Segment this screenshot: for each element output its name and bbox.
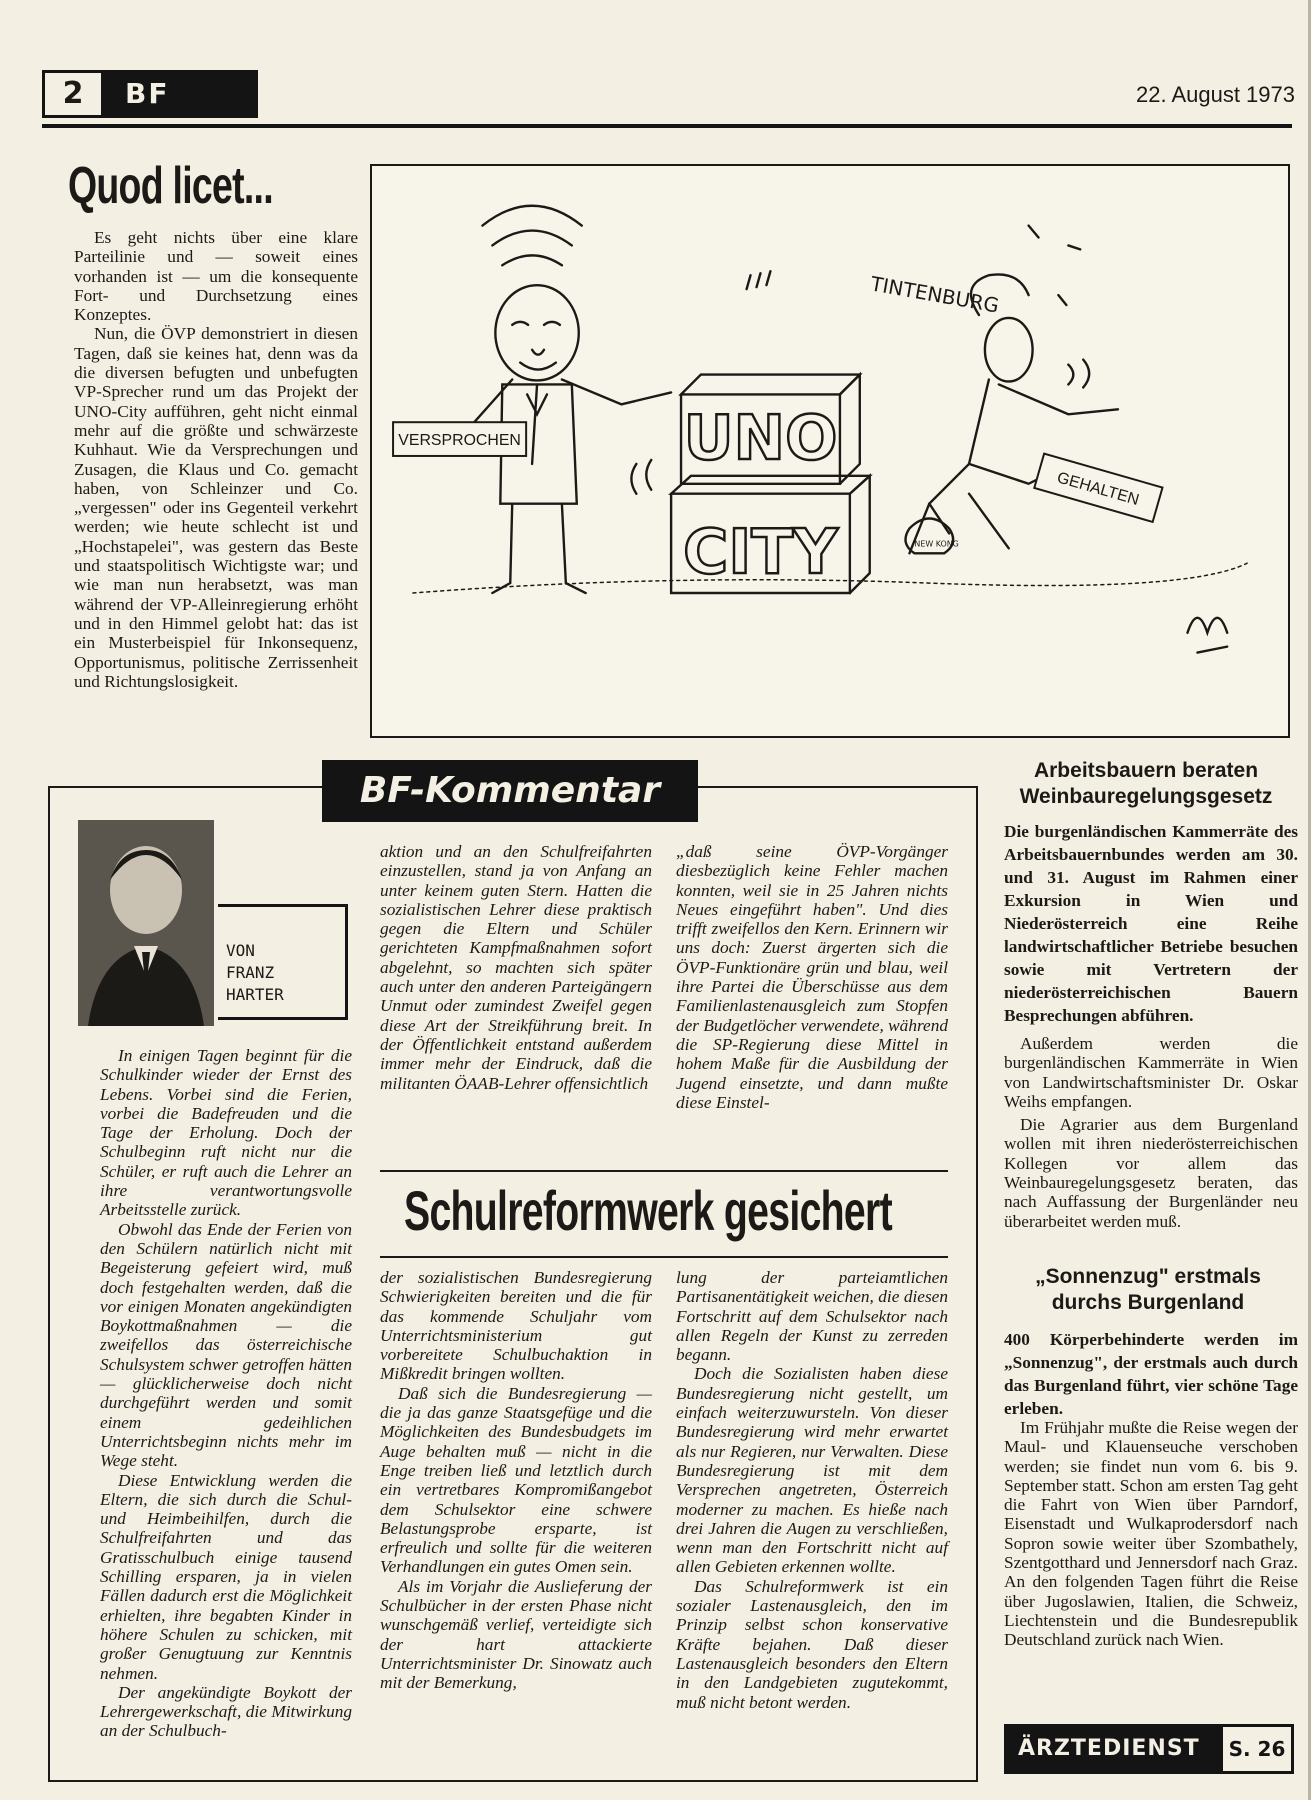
kommentar-tag: BF-Kommentar (322, 760, 698, 822)
noise-text: TINTENBURG (868, 272, 1001, 318)
artist-signature (1187, 618, 1227, 653)
paragraph: der sozialistischen Bundesregierung Schwierigkeiten bereiten und die für das kommende Schuljahr vom Unterrichtsministerium gut vorbereitete Schulbuchaktion in Mißkredit bringen wollten. (380, 1268, 652, 1384)
headline-line: „Sonnenzug" erstmals (1035, 1265, 1261, 1288)
paragraph: In einigen Tagen beginnt für die Schulkinder wieder der Ernst des Lebens. Vorbei sind die Ferien, vorbei die Badefreuden und die Tage der Erholung. Doch der Schulbeginn ruft nicht nur die Schüler, er ruft auch die Lehrer an ihre verantwortungsvolle Arbeitsstelle zurück. (100, 1046, 352, 1220)
aerztedienst-box (1004, 1724, 1294, 1774)
headline-rule-top (380, 1170, 948, 1172)
paragraph: Im Frühjahr mußte die Reise wegen der Maul- und Klauenseuche verschoben werden; sie findet nun vom 6. bis 9. September statt. Schon am ersten Tag geht die Fahrt von Wien über Parndorf, Eisenstadt und Wulkaprodersdorf nach Sopron sowie weiter über Szombathely, Szentgotthard und Jennersdorf nach Graz. An den folgenden Tagen führt die Reise über Jugoslawien, Italien, die Schweiz, Liechtenstein und die Bundesrepublik Deutschland zurück nach Wien. (1004, 1418, 1298, 1650)
article-arbeitsbauern-body (1004, 1034, 1298, 1235)
quod-licet-body (74, 228, 358, 691)
paragraph: Das Schulreformwerk ist ein sozialer Lastenausgleich, den im Prinzip selbst schon konservative Kräfte bejahen. Daß dieser Lastenausgleich besonders den Eltern in den Landgebieten zugutekommt, muß nicht betont werden. (676, 1576, 948, 1712)
page-number: 2 (45, 73, 104, 115)
author-photo (78, 820, 214, 1026)
kommentar-column-3-bottom (676, 1268, 948, 1712)
headline-line: durchs Burgenland (1051, 1291, 1245, 1314)
sign-gehalten-text: GEHALTEN (1055, 469, 1141, 509)
sign-versprochen (393, 422, 526, 456)
article-sonnenzug-lead: 400 Körperbehinderte werden im „Sonnenzug", der erstmals auch durch das Burgenland führt, vier schöne Tage erleben. (1004, 1330, 1298, 1418)
issue-date: 22. August 1973 (1135, 82, 1295, 107)
paragraph: lung der parteiamtlichen Partisanentätigkeit weichen, die diesen Fortschritt auf dem Schulsektor nach allen Regeln der Kunst zu zerreden begann. (676, 1268, 948, 1365)
sign-gehalten (1034, 454, 1162, 522)
quod-licet-title: Quod licet... (68, 157, 273, 215)
kommentar-column-1 (100, 1046, 352, 1741)
byline-line: HARTER (226, 985, 284, 1004)
paragraph: Nun, die ÖVP demonstriert in diesen Tagen, daß sie keines hat, denn was da die diversen befugten und unbefugten VP-Sprecher rund um das Projekt der UNO-City aufführen, geht nicht einmal mehr auf die größte und schwärzeste Kuhhaut. Wie da Versprechungen und Zusagen, die Klaus und Co. gemacht haben, von Schleinzer und Co. „vergessen" oder ins Gegenteil verkehrt werden; wie heute schlecht ist und „Hochstapelei", was gestern das Beste und staatspolitisch Wichtigste war; und wie man nun herabsetzt, was man während der VP-Alleinregierung erhöht und in den Himmel gelobt hat: das ist ein Musterbeispiel für Inkonsequenz, Opportunismus, politische Zerrissenheit und Richtungslosigkeit. (74, 324, 358, 691)
kommentar-column-2-top (380, 842, 652, 1093)
article-arbeitsbauern-headline (996, 758, 1296, 810)
headline-line: Arbeitsbauern beraten (1033, 759, 1259, 782)
block-text-uno: UNO (683, 401, 838, 474)
byline (226, 940, 284, 1006)
aerztedienst-page-ref: S. 26 (1220, 1724, 1294, 1774)
paragraph: Obwohl das Ende der Ferien von den Schülern natürlich nicht mit Begeisterung gefeiert wird, muß doch festgehalten werden, daß die vor einigen Monaten angekündigten Boykottmaßnahmen — die zweifellos das österreichische Schulsystem schwer getroffen hätten — glücklicherweise doch nicht durchgeführt werden und somit einem gedeihlichen Unterrichtsbeginn nichts mehr im Wege steht. (100, 1219, 352, 1471)
kommentar-column-3-top (676, 842, 948, 1112)
paragraph: Die Agrarier aus dem Burgenland wollen mit ihren niederösterreichischen Kollegen vor allem das Weinbauregelungsgesetz beraten, das nach Auffassung der Burgenländer neu überarbeitet werden muß. (1004, 1115, 1298, 1231)
paragraph: Diese Entwicklung werden die Eltern, die sich durch die Schul- und Heimbeihilfen, durch die Schulfreifahrten und das Gratisschulbuch einige tausend Schilling ersparen, ja in vielen Fällen dadurch erst die Möglichkeit erhielten, ihre begabten Kinder in höhere Schulen zu schicken, mit großer Genugtuung zur Kenntnis nehmen. (100, 1470, 352, 1683)
page-header-box (42, 70, 258, 118)
paragraph: Doch die Sozialisten haben diese Bundesregierung nicht gestellt, um einfach weiterzuwursteln. Von dieser Bundesregierung wird mehr erwartet als nur Regieren, nur Verwalten. Diese Bundesregierung ist mit dem Versprechen angetreten, Österreich moderner zu machen. Es hieße nach drei Jahren die Augen zu verschließen, wenn man den Fortschritt nicht auf allen Gebieten erkennen wollte. (676, 1364, 948, 1577)
paragraph: Als im Vorjahr die Auslieferung der Schulbücher in der ersten Phase nicht wunschgemäß verlief, verteidigte sich der hart attackierte Unterrichtsminister Dr. Sinowatz auch mit der Bemerkung, (380, 1576, 652, 1693)
headline-rule-bottom (380, 1256, 948, 1258)
dog-label: NEW KONG (914, 539, 959, 549)
sign-versprochen-text: VERSPROCHEN (398, 432, 521, 450)
header-rule (42, 124, 1292, 128)
section-name: BF (125, 77, 170, 110)
paragraph: aktion und an den Schulfreifahrten einzustellen, stand ja von Anfang an unter keinem guten Stern. Hatten die sozialistischen Lehrer diese praktisch gegen die Eltern und Schüler gerichteten Kampfmaßnahmen sofort abgelehnt, so machten sich später auch unter den anderen Parteigängern Unmut oder zumindest Zweifel gegen diese Art der Streikführung breit. In der Öffentlichkeit entstand außerdem immer mehr der Eindruck, daß die militanten ÖAAB-Lehrer offensichtlich (380, 842, 652, 1093)
article-arbeitsbauern-lead: Die burgenländischen Kammerräte des Arbeitsbauernbundes werden am 30. und 31. August im Rahmen einer Exkursion in Wien und Niederösterreich eine Reihe landwirtschaftlicher Betriebe besuchen sowie mit Vertretern der niederösterreichischen Bauern Besprechungen abführen. (1004, 822, 1298, 1025)
paragraph: Daß sich die Bundesregierung — die ja das ganze Staatsgefüge und die Möglichkeiten des Bundesbudgets im Auge behalten muß — nicht in die Enge treiben ließ und letztlich durch ein vertretbares Kompromißangebot dem Schulsektor eine schwere Belastungsprobe ersparte, ist erfreulich und sollte für die weiteren Verhandlungen ein gutes Omen sein. (380, 1383, 652, 1577)
political-cartoon (370, 164, 1290, 738)
aerztedienst-label: ÄRZTEDIENST (1018, 1736, 1200, 1761)
paragraph: Es geht nichts über eine klare Parteilinie und — soweit eines vorhanden ist — um die konsequente Fort- und Durchsetzung eines Konzeptes. (74, 228, 358, 325)
block-text-city: CITY (683, 516, 838, 589)
paragraph: Der angekündigte Boykott der Lehrergewerkschaft, die Mitwirkung an der Schulbuch- (100, 1682, 352, 1741)
headline-line: Weinbauregelungsgesetz (1019, 785, 1273, 808)
cartoon-woman-figure (909, 226, 1118, 554)
kommentar-column-2-bottom (380, 1268, 652, 1693)
paragraph: Außerdem werden die burgenländischen Kammerräte in Wien von Landwirtschaftsminister Dr. Oskar Weihs empfangen. (1004, 1034, 1298, 1111)
cartoon-drawing (372, 166, 1288, 736)
byline-line: FRANZ (226, 963, 275, 982)
article-sonnenzug-body (1004, 1418, 1298, 1654)
paragraph: „daß seine ÖVP-Vorgänger diesbezüglich keine Fehler machen konnten, weil sie in 25 Jahren nichts Neues eingeführt haben". Und dies trifft zweifellos den Kern. Erinnern wir uns doch: Zuerst ärgerten sich die ÖVP-Funktionäre grün und blau, weil ihre Partei die Überschüsse aus dem Familienlastenausgleich zum Stopfen der Budgetlöcher verwendete, während die SP-Regierung diese Mittel in hohem Maße für die Ausbildung der Jugend einsetzte, und dann mußte diese Einstel- (676, 842, 948, 1112)
byline-line: VON (226, 941, 255, 960)
author-portrait (78, 820, 214, 1026)
kommentar-headline: Schulreformwerk gesichert (404, 1179, 892, 1242)
article-sonnenzug-headline (998, 1264, 1298, 1316)
